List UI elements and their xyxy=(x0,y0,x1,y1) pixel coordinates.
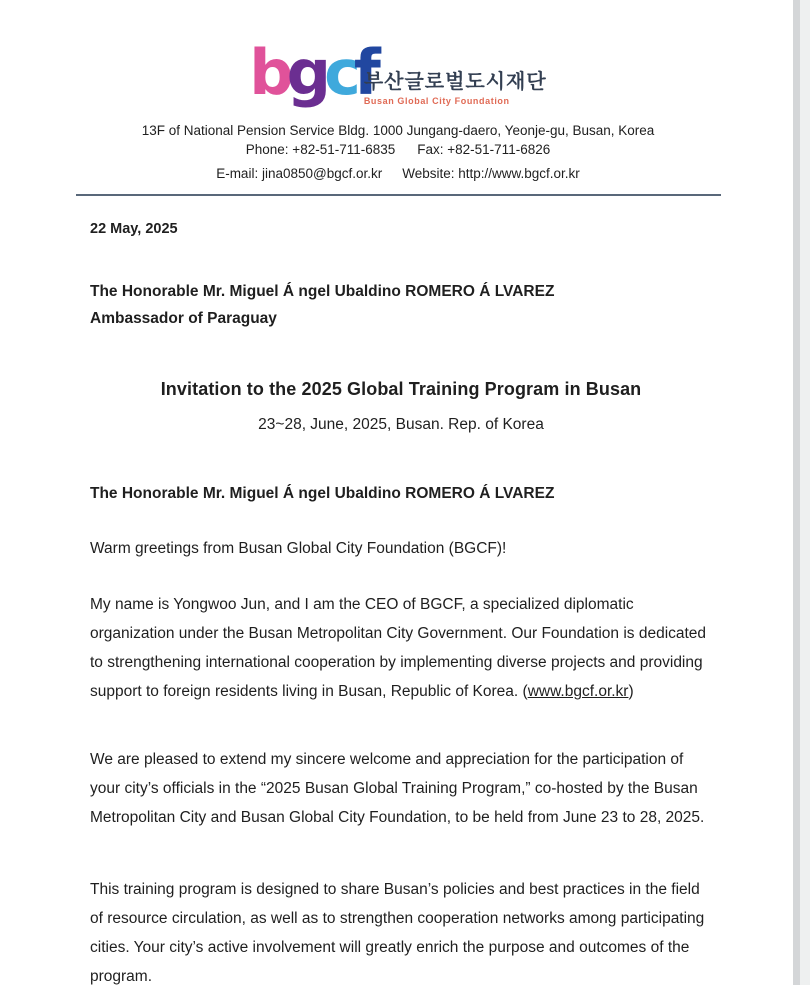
scan-edge-shadow xyxy=(793,0,800,985)
paragraph-intro-close: ) xyxy=(628,683,634,700)
letter-body xyxy=(0,221,810,991)
logo-letter-g: g xyxy=(286,36,325,109)
paragraph-intro xyxy=(90,590,712,706)
bgcf-wordmark xyxy=(249,36,374,110)
letterhead-fax: Fax: +82-51-711-6826 xyxy=(417,142,551,157)
letterhead-email: E-mail: jina0850@bgcf.or.kr xyxy=(216,166,383,181)
logo-korean-name: 부산글로벌도시재단 xyxy=(363,71,547,93)
paragraph-welcome: We are pleased to extend my sincere welcome and appreciation for the participation of your city’s officials in the “2025 Busan Global Training Program,” co-hosted by the Busan Metropolitan City and Busan Global City Foundation, to be held from June 23 to 28, 2025. xyxy=(90,751,705,826)
letterhead xyxy=(0,0,810,196)
letter-subtitle: 23~28, June, 2025, Busan. Rep. of Korea xyxy=(258,416,544,433)
bgcf-website-link[interactable]: www.bgcf.or.kr xyxy=(527,683,629,700)
logo-letter-b: b xyxy=(249,36,287,109)
paragraph-intro-text: My name is Yongwoo Jun, and I am the CEO of BGCF, a specialized diplomatic organization under the Busan Metropolitan City Government. Our Foundation is dedicated to strengthening international cooperation by implementing diverse projects and providing support to foreign residents living in Busan, Republic of Korea. ( xyxy=(90,596,707,700)
letterhead-divider xyxy=(76,194,721,196)
bgcf-logo xyxy=(249,26,546,110)
logo-text-block xyxy=(364,71,547,110)
scan-edge xyxy=(800,0,810,985)
letterhead-address: 13F of National Pension Service Bldg. 1000 Jungang-daero, Yeonje-gu, Busan, Korea xyxy=(141,123,655,138)
paragraph-program: This training program is designed to share Busan’s policies and best practices in the field of resource circulation, as well as to strengthen cooperation networks among participating cities. Your city’s active involvement will greatly enrich the purpose and outcomes of the program. xyxy=(90,881,705,985)
logo-letter-f: f xyxy=(353,36,374,109)
letterhead-email-website-row xyxy=(0,165,796,182)
letter-title: Invitation to the 2025 Global Training Program in Busan xyxy=(160,379,642,399)
letterhead-website: Website: http://www.bgcf.or.kr xyxy=(402,166,580,181)
logo-english-name: Busan Global City Foundation xyxy=(363,96,510,106)
recipient-name: The Honorable Mr. Miguel Á ngel Ubaldino ROMERO Á LVAREZ xyxy=(90,283,555,300)
letter-date: 22 May, 2025 xyxy=(90,221,178,237)
letterhead-phone-fax-row xyxy=(0,141,796,158)
paragraph-greeting: Warm greetings from Busan Global City Foundation (BGCF)! xyxy=(90,540,507,557)
recipient-block xyxy=(90,278,712,332)
letterhead-phone: Phone: +82-51-711-6835 xyxy=(245,142,396,157)
salutation: The Honorable Mr. Miguel Á ngel Ubaldino ROMERO Á LVAREZ xyxy=(90,485,555,502)
logo-letter-c: c xyxy=(324,36,354,109)
recipient-title: Ambassador of Paraguay xyxy=(90,310,277,327)
